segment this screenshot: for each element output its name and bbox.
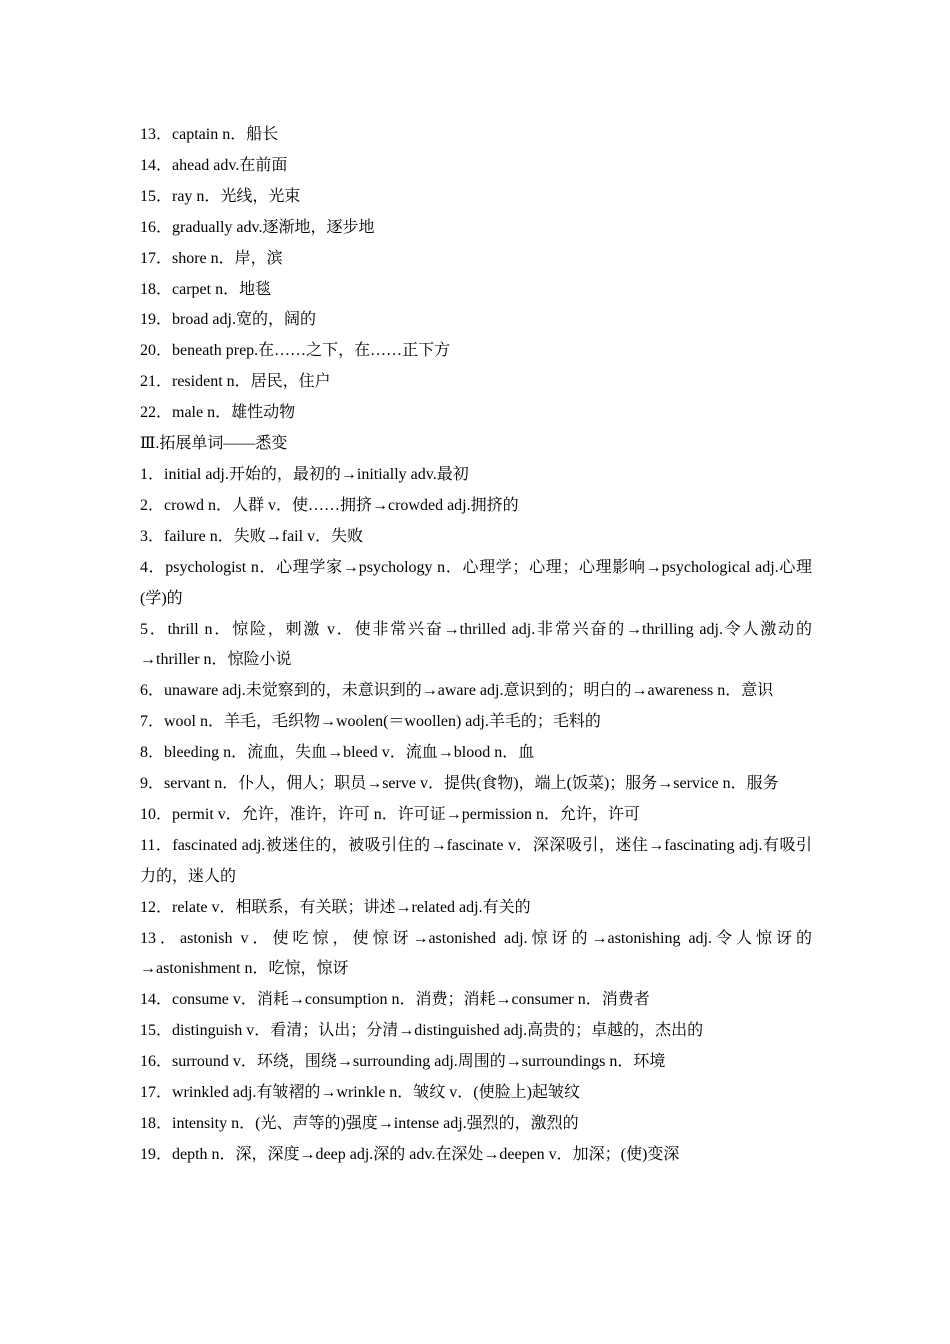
list-item: 16．surround v．环绕，围绕→surrounding adj.周围的→surroundings n．环境	[140, 1053, 666, 1071]
list-item: 2．crowd n．人群 v．使……拥挤→crowded adj.拥挤的	[140, 496, 519, 514]
list-item: 17．shore n．岸，滨	[140, 249, 283, 267]
list-item: 21．resident n．居民，住户	[140, 373, 331, 391]
list-item: 17．wrinkled adj.有皱褶的→wrinkle n．皱纹 v．(使脸上)起皱纹	[140, 1084, 580, 1102]
list-item: 18．intensity n．(光、声等的)强度→intense adj.强烈的，激烈的	[140, 1115, 579, 1132]
list-item: 5．thrill n．惊险，刺激 v．使非常兴奋→thrilled adj.非常兴奋的→thrilling adj.令人激动的→thriller n．惊险小说	[140, 620, 812, 669]
document-page	[140, 120, 812, 1171]
list-item: 1．initial adj.开始的，最初的→initially adv.最初	[140, 465, 469, 483]
list-item: 11．fascinated adj.被迷住的，被吸引住的→fascinate v．深深吸引，迷住→fascinating adj.有吸引力的，迷人的	[140, 836, 812, 885]
list-item: 15．ray n．光线，光束	[140, 187, 301, 205]
vocab-list-part2	[140, 460, 812, 1171]
list-item: 6．unaware adj.未觉察到的，未意识到的→aware adj.意识到的；明白的→awareness n．意识	[140, 682, 774, 700]
list-item: 8．bleeding n．流血，失血→bleed v．流血→blood n．血	[140, 744, 535, 762]
list-item: 4．psychologist n．心理学家→psychology n．心理学；心理；心理影响→psychological adj.心理(学)的	[140, 558, 812, 607]
list-item: 14．ahead adv.在前面	[140, 156, 288, 174]
list-item: 7．wool n．羊毛，毛织物→woolen(＝woollen) adj.羊毛的；毛料的	[140, 713, 601, 731]
list-item: 13．astonish v．使吃惊，使惊讶→astonished adj.惊讶的→astonishing adj.令人惊讶的→astonishment n．吃惊，惊讶	[140, 929, 812, 978]
list-item: 12．relate v．相联系，有关联；讲述→related adj.有关的	[140, 898, 531, 916]
section-heading: Ⅲ.拓展单词——悉变	[140, 435, 288, 453]
list-item: 19．broad adj.宽的，阔的	[140, 311, 316, 329]
list-item: 10．permit v．允许，准许，许可 n．许可证→permission n．允许，许可	[140, 805, 640, 823]
list-item: 18．carpet n．地毯	[140, 280, 272, 298]
list-item: 15．distinguish v．看清；认出；分清→distinguished adj.高贵的；卓越的，杰出的	[140, 1022, 704, 1040]
list-item: 3．failure n．失败→fail v．失败	[140, 527, 364, 545]
list-item: 9．servant n．仆人，佣人；职员→serve v．提供(食物)，端上(饭菜)；服务→service n．服务	[140, 775, 779, 793]
list-item: 13．captain n．船长	[140, 126, 279, 143]
list-item: 19．depth n．深，深度→deep adj.深的 adv.在深处→deepen v．加深；(使)变深	[140, 1145, 680, 1163]
list-item: 22．male n．雄性动物	[140, 404, 296, 422]
list-item: 20．beneath prep.在……之下，在……正下方	[140, 342, 451, 360]
list-item: 14．consume v．消耗→consumption n．消费；消耗→consumer n．消费者	[140, 991, 650, 1009]
list-item: 16．gradually adv.逐渐地，逐步地	[140, 218, 375, 236]
vocab-list-part1	[140, 120, 812, 429]
